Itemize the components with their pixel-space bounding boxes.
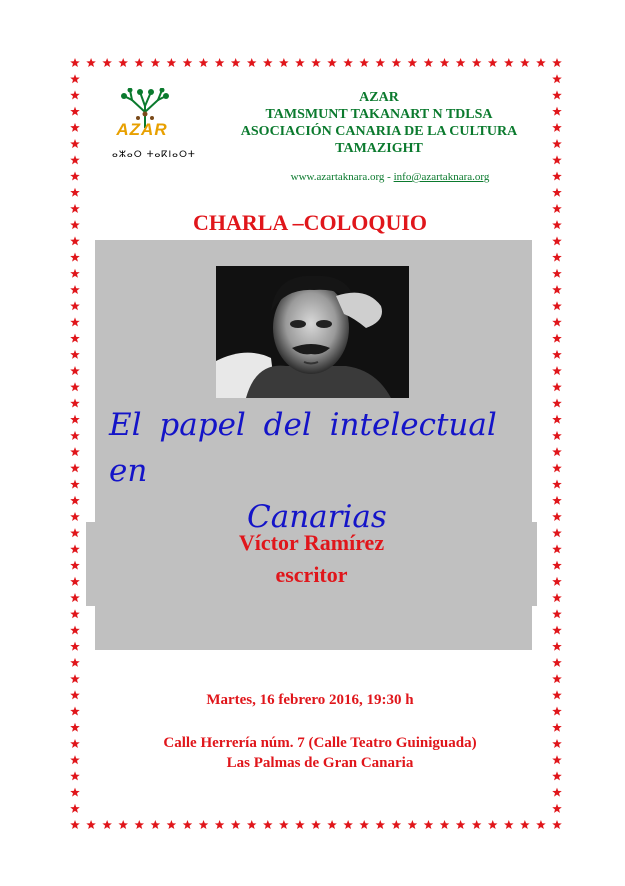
border-star: [279, 820, 289, 829]
border-star: [70, 431, 80, 440]
border-star: [552, 755, 562, 764]
border-star: [86, 58, 96, 67]
border-star: [343, 820, 353, 829]
speaker-name: Víctor Ramírez: [238, 530, 385, 555]
border-star: [70, 771, 80, 780]
border-star: [70, 253, 80, 262]
border-star: [552, 609, 562, 618]
border-star: [70, 415, 80, 424]
border-star: [536, 820, 546, 829]
border-star: [70, 642, 80, 651]
border-star: [552, 512, 562, 521]
border-star: [552, 804, 562, 813]
border-star: [70, 90, 80, 99]
border-star: [70, 658, 80, 667]
border-star: [552, 674, 562, 683]
border-star: [552, 171, 562, 180]
border-star: [552, 236, 562, 245]
border-star: [231, 58, 241, 67]
email-link[interactable]: info@azartaknara.org: [393, 171, 490, 183]
border-star: [343, 58, 353, 67]
border-star: [70, 755, 80, 764]
border-star: [263, 58, 273, 67]
border-star: [552, 415, 562, 424]
border-star: [440, 820, 450, 829]
border-star: [552, 155, 562, 164]
logo-text: AZAR: [116, 120, 168, 139]
border-star: [70, 690, 80, 699]
border-star: [151, 58, 161, 67]
border-star: [552, 204, 562, 213]
border-star: [311, 58, 321, 67]
border-star: [376, 820, 386, 829]
border-star: [552, 820, 562, 829]
org-name-line3: ASOCIACIÓN CANARIA DE LA CULTURA: [240, 124, 518, 139]
border-star: [552, 253, 562, 262]
border-star: [552, 366, 562, 375]
border-star: [552, 431, 562, 440]
border-star: [440, 58, 450, 67]
border-star: [70, 577, 80, 586]
org-name-line4: TAMAZIGHT: [335, 141, 423, 156]
talk-title-line1: El papel del intelectual en: [109, 407, 497, 489]
border-star: [552, 350, 562, 359]
border-star: [167, 820, 177, 829]
border-star: [70, 171, 80, 180]
border-star: [552, 285, 562, 294]
border-star: [70, 820, 80, 829]
border-star: [102, 820, 112, 829]
border-star: [552, 771, 562, 780]
border-star: [70, 674, 80, 683]
border-star: [70, 707, 80, 716]
border-star: [552, 188, 562, 197]
border-star: [408, 58, 418, 67]
border-star: [70, 334, 80, 343]
border-star: [70, 447, 80, 456]
border-star: [70, 58, 80, 67]
border-star: [359, 58, 369, 67]
border-star: [215, 58, 225, 67]
border-star: [86, 820, 96, 829]
border-star: [102, 58, 112, 67]
org-name-line1: AZAR: [359, 90, 399, 105]
border-star: [70, 139, 80, 148]
border-star: [70, 74, 80, 83]
border-star: [70, 236, 80, 245]
website-text: www.azartaknara.org: [290, 171, 385, 183]
border-star: [70, 301, 80, 310]
border-star: [263, 820, 273, 829]
border-star: [552, 382, 562, 391]
border-star: [279, 58, 289, 67]
border-star: [552, 723, 562, 732]
border-star: [552, 561, 562, 570]
border-star: [70, 561, 80, 570]
border-star: [552, 463, 562, 472]
border-star: [552, 544, 562, 553]
border-star: [311, 820, 321, 829]
border-star: [552, 625, 562, 634]
border-star: [552, 107, 562, 116]
border-star: [70, 188, 80, 197]
border-star: [552, 577, 562, 586]
border-star: [118, 820, 128, 829]
border-star: [520, 820, 530, 829]
address-line2: Las Palmas de Gran Canaria: [226, 755, 414, 771]
border-star: [70, 496, 80, 505]
talk-title: [95, 402, 532, 540]
contact-separator: -: [384, 171, 394, 183]
border-star: [552, 658, 562, 667]
border-star: [376, 58, 386, 67]
speaker-portrait: [216, 266, 409, 398]
border-star: [70, 317, 80, 326]
border-star: [472, 820, 482, 829]
border-star: [552, 690, 562, 699]
border-star: [552, 642, 562, 651]
border-star: [70, 350, 80, 359]
border-star: [392, 820, 402, 829]
border-star: [552, 269, 562, 278]
border-star: [456, 58, 466, 67]
border-star: [70, 609, 80, 618]
contact-line: [240, 171, 540, 183]
border-star: [552, 739, 562, 748]
border-star: [70, 723, 80, 732]
border-star: [70, 788, 80, 797]
border-star: [456, 820, 466, 829]
border-star: [552, 496, 562, 505]
border-star: [199, 58, 209, 67]
border-star: [552, 220, 562, 229]
border-star: [215, 820, 225, 829]
border-star: [183, 820, 193, 829]
border-star: [70, 804, 80, 813]
border-star: [552, 301, 562, 310]
border-star: [70, 285, 80, 294]
border-star: [536, 58, 546, 67]
border-star: [327, 820, 337, 829]
border-star: [70, 220, 80, 229]
border-star: [70, 625, 80, 634]
speaker-role: escritor: [275, 562, 348, 587]
border-star: [295, 820, 305, 829]
border-star: [552, 74, 562, 83]
border-star: [70, 480, 80, 489]
border-star: [552, 528, 562, 537]
border-star: [295, 58, 305, 67]
border-star: [552, 707, 562, 716]
talk-title-line2: Canarias: [247, 499, 387, 535]
border-star: [70, 269, 80, 278]
border-star: [552, 317, 562, 326]
border-star: [151, 820, 161, 829]
border-star: [552, 788, 562, 797]
border-star: [392, 58, 402, 67]
border-star: [135, 820, 145, 829]
border-star: [247, 58, 257, 67]
border-star: [70, 739, 80, 748]
address-line1: Calle Herrería núm. 7 (Calle Teatro Guiniguada): [163, 735, 477, 751]
border-star: [552, 398, 562, 407]
logo-tifinagh: ⴰⵣⴰⵔ ⵜⴰⴽⵏⴰⵔⵜ: [112, 150, 196, 160]
border-star: [118, 58, 128, 67]
border-star: [488, 820, 498, 829]
border-star: [552, 123, 562, 132]
border-star: [472, 58, 482, 67]
border-star: [70, 528, 80, 537]
border-star: [424, 820, 434, 829]
border-star: [70, 155, 80, 164]
border-star: [70, 366, 80, 375]
border-star: [183, 58, 193, 67]
event-datetime: Martes, 16 febrero 2016, 19:30 h: [206, 692, 414, 708]
border-star: [552, 90, 562, 99]
border-star: [424, 58, 434, 67]
border-star: [135, 58, 145, 67]
border-star: [70, 382, 80, 391]
border-star: [504, 58, 514, 67]
border-star: [520, 58, 530, 67]
border-star: [70, 512, 80, 521]
border-star: [552, 334, 562, 343]
border-star: [70, 544, 80, 553]
border-star: [552, 447, 562, 456]
event-type-heading: CHARLA –COLOQUIO: [192, 210, 428, 235]
border-star: [70, 593, 80, 602]
border-star: [504, 820, 514, 829]
border-star: [70, 398, 80, 407]
border-star: [408, 820, 418, 829]
border-star: [70, 204, 80, 213]
border-star: [552, 480, 562, 489]
border-star: [359, 820, 369, 829]
border-star: [167, 58, 177, 67]
border-star: [552, 58, 562, 67]
border-star: [488, 58, 498, 67]
border-star: [231, 820, 241, 829]
border-star: [70, 107, 80, 116]
border-star: [199, 820, 209, 829]
border-star: [552, 139, 562, 148]
border-star: [247, 820, 257, 829]
border-star: [70, 463, 80, 472]
border-star: [552, 593, 562, 602]
border-star: [70, 123, 80, 132]
border-star: [327, 58, 337, 67]
org-name-line2: TAMSMUNT TAKANART N TDLSA: [265, 107, 493, 122]
